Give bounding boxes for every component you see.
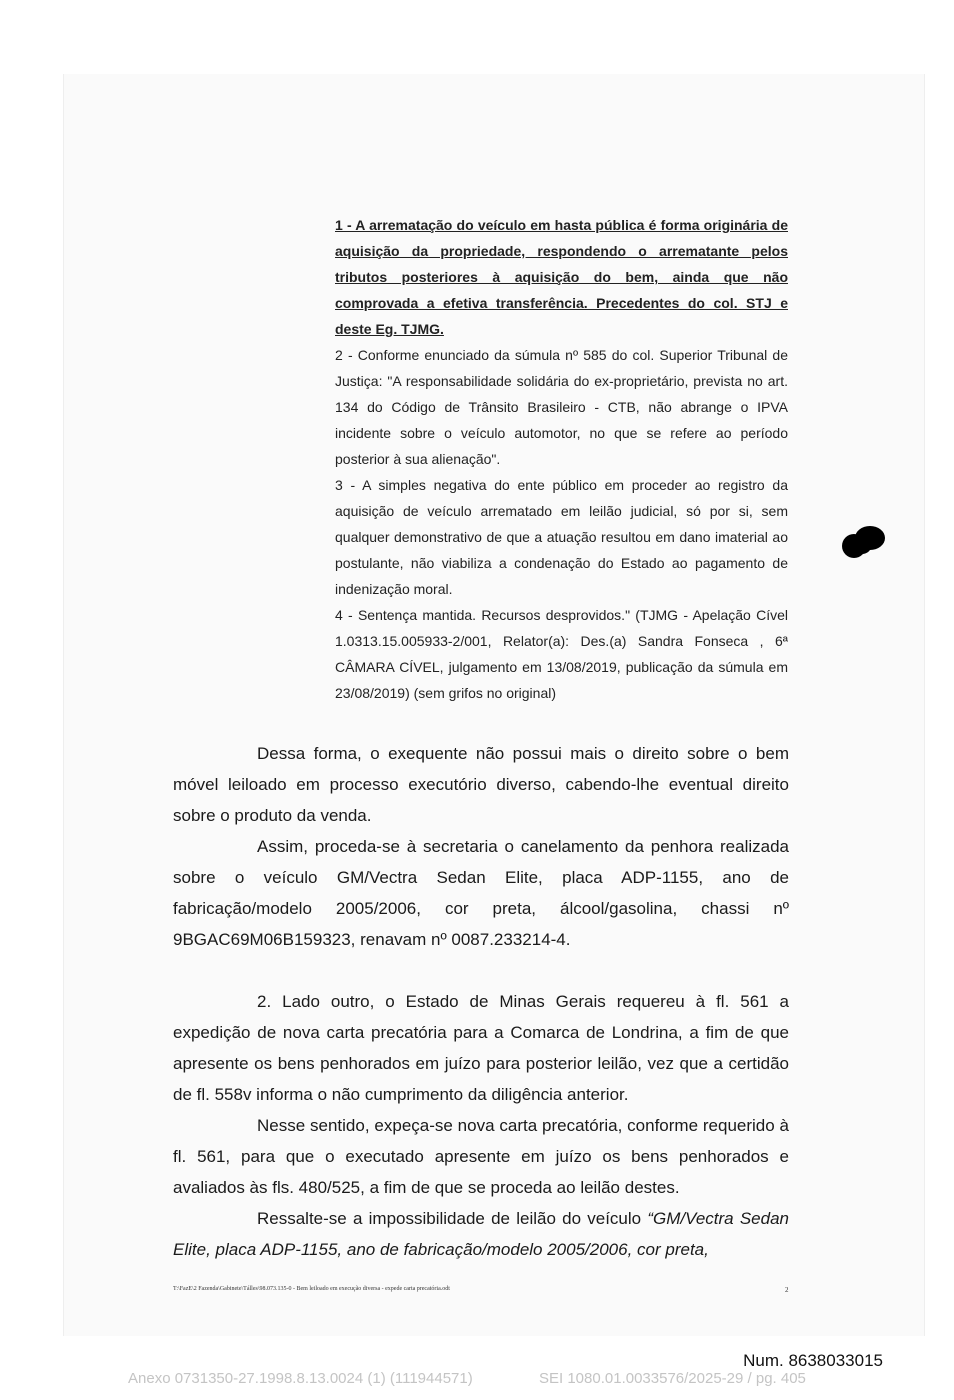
quote-item-3: 3 - A simples negativa do ente público em proceder ao registro da aquisição de veículo arrematado em leilão judicial, só por si, sem qualquer demonstrativo de que a atuação resultou em dano imaterial ao postulante, não viabiliza a condenação do Estado ao pagamento de indenização moral. [335,477,788,597]
quote-item-4: 4 - Sentença mantida. Recursos desprovidos." (TJMG - Apelação Cível 1.0313.15.005933-2/001, Relator(a): Des.(a) Sandra Fonseca , 6ª CÂMARA CÍVEL, julgamento em 13/08/2019, publicação da súmula em 23/08/2019) (sem grifos no original) [335,607,788,701]
ink-blot-mark [840,524,888,562]
paragraph-5-italic: “GM/Vectra Sedan Elite, placa ADP-1155, ano de fabricação/modelo 2005/2006, cor preta, [173,1209,789,1259]
paragraph-3: 2. Lado outro, o Estado de Minas Gerais requereu à fl. 561 a expedição de nova carta precatória para a Comarca de Londrina, a fim de que apresente os bens penhorados em juízo para posterior leilão, vez que a certidão de fl. 558v informa o não cumprimento da diligência anterior. [173,992,789,1104]
decision-body [173,738,789,1265]
footer-file-path: T:\FazE\2 Fazenda\Gabinete\Tálles\98.073.135-0 - Bem leiloado em execução diversa - expede carta precatória.odt [173,1286,450,1292]
paragraph-1: Dessa forma, o exequente não possui mais o direito sobre o bem móvel leiloado em processo executório diverso, cabendo-lhe eventual direito sobre o produto da venda. [173,744,789,825]
sei-watermark: SEI 1080.01.0033576/2025-29 / pg. 405 [539,1370,806,1387]
annex-watermark: Anexo 0731350-27.1998.8.13.0024 (1) (111944571) [128,1370,473,1387]
quote-item-1: 1 - A arrematação do veículo em hasta pública é forma originária de aquisição da propriedade, respondendo o arrematante pelos tributos posteriores à aquisição do bem, ainda que não comprovada a efetiva transferência. Precedentes do col. STJ e deste Eg. TJMG. [335,217,788,337]
quote-item-2: 2 - Conforme enunciado da súmula nº 585 do col. Superior Tribunal de Justiça: "A responsabilidade solidária do ex-proprietário, prevista no art. 134 do Código de Trânsito Brasileiro - CTB, não abrange o IPVA incidente sobre o veículo automotor, no que se refere ao período posterior à sua alienação". [335,347,788,467]
paragraph-5-prefix: Ressalte-se a impossibilidade de leilão do veículo [257,1209,648,1228]
paragraph-4: Nesse sentido, expeça-se nova carta precatória, conforme requerido à fl. 561, para que o executado apresente em juízo os bens penhorados e avaliados às fls. 480/525, a fim de que se proceda ao leilão destes. [173,1116,789,1197]
paragraph-5 [173,1203,789,1265]
footer-page-number: 2 [785,1286,789,1294]
document-number: Num. 8638033015 [743,1351,883,1370]
paragraph-2: Assim, proceda-se à secretaria o canelamento da penhora realizada sobre o veículo GM/Vectra Sedan Elite, placa ADP-1155, ano de fabricação/modelo 2005/2006, cor preta, álcool/gasolina, chassi nº 9BGAC69M06B159323, renavam nº 0087.233214-4. [173,837,789,949]
jurisprudence-quote [335,212,788,706]
